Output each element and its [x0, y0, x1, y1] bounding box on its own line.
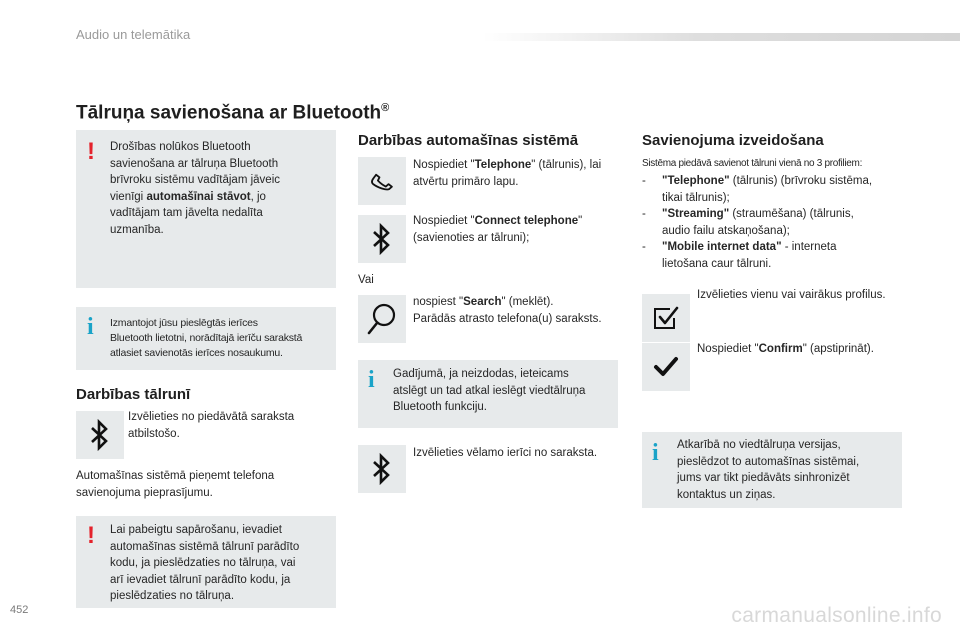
search-icon: [365, 301, 399, 337]
list-item: - "Telephone" (tālrunis) (brīvroku sistēma, tikai tālrunis);: [642, 175, 873, 204]
warning-icon: !: [87, 522, 95, 549]
warning-text: Lai pabeigtu sapārošanu, ievadiet automašīnas sistēmā tālrunī parādīto kodu, ja pieslēdzaties no tālruņa, vai arī ievadiet tālrunī parādīto kodu, ja pieslēdzaties no tālruņa.: [110, 524, 300, 602]
info-box-failure: [358, 360, 618, 428]
connection-heading: Savienojuma izveidošana: [642, 132, 824, 149]
connect-step-text: Nospiediet "Connect telephone" (savienoties ar tālruni);: [413, 215, 583, 244]
vehicle-actions-heading: Darbības automašīnas sistēmā: [358, 132, 579, 149]
section-header: Audio un telemātika: [76, 27, 191, 42]
info-box-app: [76, 307, 336, 370]
confirm-button: [642, 343, 690, 391]
select-device-text: Izvēlieties vēlamo ierīci no saraksta.: [413, 447, 598, 459]
checkbox-checked-icon: [651, 304, 681, 332]
phone-handset-icon: [367, 166, 397, 196]
phone-actions-heading: Darbības tālrunī: [76, 386, 191, 403]
info-icon: i: [652, 440, 659, 466]
search-button: [358, 295, 406, 343]
search-step-text: nospiest "Search" (meklēt). Parādās atrasto telefona(u) saraksts.: [413, 296, 602, 325]
bluetooth-device-button: [358, 445, 406, 493]
connect-telephone-button: [358, 215, 406, 263]
select-profiles-text: Izvēlieties vienu vai vairākus profilus.: [697, 289, 886, 301]
warning-icon: !: [87, 138, 95, 165]
profiles-intro: Sistēma piedāvā savienot tālruni vienā no 3 profiliem:: [642, 158, 863, 169]
profile-list: [642, 173, 907, 272]
list-item: - "Mobile internet data" - interneta lietošana caur tālruni.: [642, 241, 837, 270]
phone-step-text: Izvēlieties no piedāvātā saraksta atbilstošo.: [128, 411, 295, 440]
page-number: 452: [10, 604, 29, 616]
or-text: Vai: [358, 274, 374, 286]
header-rule: [483, 33, 960, 41]
profiles-checkbox-button: [642, 294, 690, 342]
warning-box-pairing: [76, 516, 336, 608]
watermark: carmanualsonline.info: [731, 604, 942, 627]
info-icon: i: [368, 367, 375, 393]
info-text: Atkarībā no viedtālruņa versijas, pieslēdzot to automašīnas sistēmai, jums var tikt piedāvāts sinhronizēt kontaktus un ziņas.: [677, 439, 860, 501]
warning-text: Drošības nolūkos Bluetooth savienošana ar tālruņa Bluetooth brīvroku sistēmu vadītājam jāveic vienīgi automašīnai stāvot, jo vadītājam tam jāvelta nedalīta uzmanība.: [110, 141, 281, 236]
telephone-step-text: Nospiediet "Telephone" (tālrunis), lai atvērtu primāro lapu.: [413, 159, 602, 188]
info-icon: i: [87, 314, 94, 340]
warning-box-safety: [76, 130, 336, 288]
info-text: Izmantojot jūsu pieslēgtās ierīces Bluetooth lietotni, norādītajā ierīču sarakstā atlasiet savienotās ierīces nosaukumu.: [110, 317, 303, 359]
bluetooth-icon: [371, 223, 393, 255]
bluetooth-icon: [371, 453, 393, 485]
info-text: Gadījumā, ja neizdodas, ieteicams atslēgt un tad atkal ieslēgt viedtālruņa Bluetooth funkciju.: [393, 368, 586, 413]
bluetooth-icon: [89, 419, 111, 451]
confirm-step-text: Nospiediet "Confirm" (apstiprināt).: [697, 343, 874, 355]
telephone-button: [358, 157, 406, 205]
accept-request-text: Automašīnas sistēmā pieņemt telefona savienojuma pieprasījumu.: [76, 470, 275, 499]
page-title: Tālruņa savienošana ar Bluetooth®: [76, 102, 390, 124]
bluetooth-button-phone: [76, 411, 124, 459]
info-box-sync: [642, 432, 902, 508]
list-item: - "Streaming" (straumēšana) (tālrunis, audio failu atskaņošana);: [642, 208, 854, 237]
checkmark-icon: [652, 355, 680, 379]
